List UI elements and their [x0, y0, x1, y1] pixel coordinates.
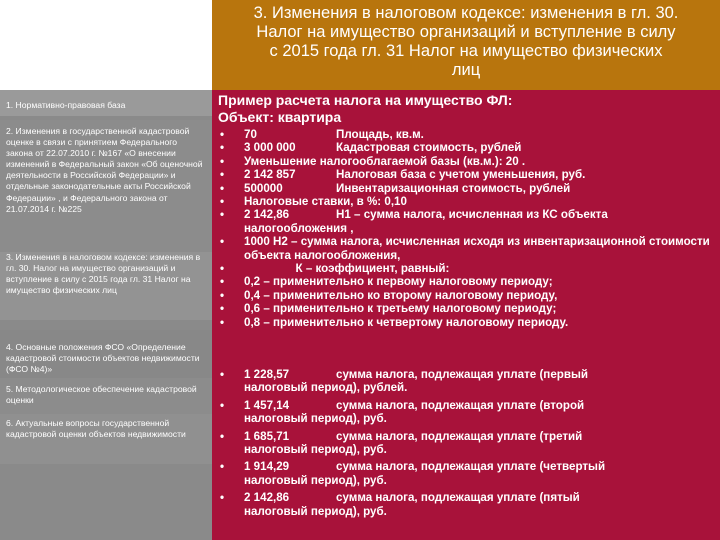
example-title-line: Пример расчета налога на имущество ФЛ:: [218, 92, 513, 108]
item-value: 3 000 000: [244, 141, 296, 155]
result-label: сумма налога, подлежащая уплате (первый: [336, 368, 588, 381]
item-value: 2 142,86: [244, 208, 290, 222]
result-label: сумма налога, подлежащая уплате (пятый: [336, 491, 580, 505]
list-item: [212, 262, 720, 275]
result-label-cont: налоговый период), руб.: [244, 473, 387, 487]
title-line: лиц: [451, 61, 481, 79]
bullet: •: [220, 275, 225, 289]
title-line: Налог на имущество организаций и вступление в силу: [256, 23, 676, 41]
bullet: •: [220, 288, 225, 302]
result-value: 1 228,57: [244, 368, 290, 381]
result-label-cont: налоговый период), руб.: [244, 412, 387, 426]
bullet: •: [220, 368, 225, 381]
list-item: [212, 235, 720, 262]
list-item: [212, 302, 720, 315]
bullet: •: [220, 154, 225, 168]
sidebar-item-methodology[interactable]: 5. Методологическое обеспечение кадастровой оценки: [0, 378, 212, 414]
result-label-cont: налоговый период), руб.: [244, 504, 387, 518]
result-item: [212, 430, 720, 457]
main-content: [212, 90, 720, 540]
bullet: •: [220, 195, 225, 209]
list-item: [212, 195, 720, 208]
item-value: 2 142 857: [244, 168, 296, 182]
header-blank: [0, 0, 212, 90]
bullet: •: [220, 208, 225, 222]
item-label: Уменьшение налогооблагаемой базы (кв.м.): 20 .: [244, 154, 526, 168]
sidebar-item-cadastral-changes[interactable]: 2. Изменения в государственной кадастровой оценке в связи с принятием Федерального закона от 22.07.2010 г. №167 «О внесении изменений в Федеральный закон «Об оценочной деятельности в Российской Федерации» и отдельные законодательные акты Российской Федерации» , и Федерального закона от 21.07.2014 г. №225: [0, 120, 212, 252]
result-value: 2 142,86: [244, 491, 290, 505]
sidebar-item-current-issues[interactable]: 6. Актуальные вопросы государственной кадастровой оценки объектов недвижимости: [0, 414, 212, 464]
result-item: [212, 460, 720, 487]
item-label: К – коэффициент, равный:: [244, 262, 450, 276]
result-label: сумма налога, подлежащая уплате (четвертый: [336, 460, 606, 474]
slide-title: [212, 0, 720, 90]
bullet: •: [220, 460, 225, 474]
bullet: •: [220, 181, 225, 195]
result-value: 1 685,71: [244, 429, 290, 443]
bullet: •: [220, 315, 225, 329]
title-line: 3. Изменения в налоговом кодексе: изменения в гл. 30.: [253, 4, 679, 22]
result-label-cont: налоговый период), руб.: [244, 443, 387, 457]
parameters-list: [212, 128, 720, 329]
bullet: •: [220, 128, 225, 141]
title-line: с 2015 года гл. 31 Налог на имущество физических: [269, 42, 663, 60]
sidebar-item-fso4[interactable]: 4. Основные положения ФСО «Определение кадастровой стоимости объектов недвижимости (ФСО №4)»: [0, 330, 212, 378]
bullet: •: [220, 398, 225, 412]
result-label: сумма налога, подлежащая уплате (третий: [336, 429, 583, 443]
result-label: сумма налога, подлежащая уплате (второй: [336, 398, 585, 412]
results-list: [212, 368, 720, 522]
result-value: 1 914,29: [244, 460, 290, 474]
result-item: [212, 399, 720, 426]
item-label: Налоговые ставки, в %: 0,10: [244, 195, 407, 209]
result-item: [212, 368, 720, 395]
item-label: 0,4 – применительно ко второму налоговому периоду,: [244, 288, 558, 302]
list-item: [212, 128, 720, 141]
result-value: 1 457,14: [244, 398, 290, 412]
item-label: Налоговая база с учетом уменьшения, руб.: [336, 168, 586, 182]
item-label: 0,2 – применительно к первому налоговому периоду;: [244, 275, 553, 289]
list-item: [212, 208, 720, 235]
list-item: [212, 275, 720, 288]
example-subtitle: Объект: квартира: [218, 109, 342, 125]
list-item: [212, 316, 720, 329]
item-value: 500000: [244, 181, 283, 195]
bullet: •: [220, 235, 225, 249]
list-item: [212, 168, 720, 181]
item-label: 0,8 – применительно к четвертому налоговому периоду.: [244, 315, 569, 329]
sidebar-item-tax-code-changes[interactable]: 3. Изменения в налоговом кодексе: изменения в гл. 30. Налог на имущество организаций и вступление в силу с 2015 года гл. 31 Налог на имущество физических лиц: [0, 252, 212, 320]
bullet: •: [220, 302, 225, 316]
item-label: Н1 – сумма налога, исчисленная из КС объекта налогообложения ,: [244, 208, 608, 235]
item-label: Площадь, кв.м.: [336, 128, 424, 141]
item-value: 70: [244, 128, 257, 141]
bullet: •: [220, 262, 225, 276]
result-label-cont: налоговый период), рублей.: [244, 381, 408, 395]
list-item: [212, 141, 720, 154]
example-title: [218, 92, 512, 126]
sidebar-item-legal-base[interactable]: 1. Нормативно-правовая база: [0, 90, 212, 116]
item-label: Кадастровая стоимость, рублей: [336, 141, 522, 155]
result-item: [212, 491, 720, 518]
bullet: •: [220, 168, 225, 182]
bullet: •: [220, 491, 225, 505]
list-item: [212, 182, 720, 195]
list-item: [212, 289, 720, 302]
item-label: Инвентаризационная стоимость, рублей: [336, 181, 571, 195]
bullet: •: [220, 141, 225, 155]
item-label: 1000 Н2 – сумма налога, исчисленная исходя из инвентаризационной стоимости объекта налогообложения,: [244, 235, 710, 262]
bullet: •: [220, 429, 225, 443]
list-item: [212, 155, 720, 168]
item-label: 0,6 – применительно к третьему налоговому периоду;: [244, 302, 557, 316]
